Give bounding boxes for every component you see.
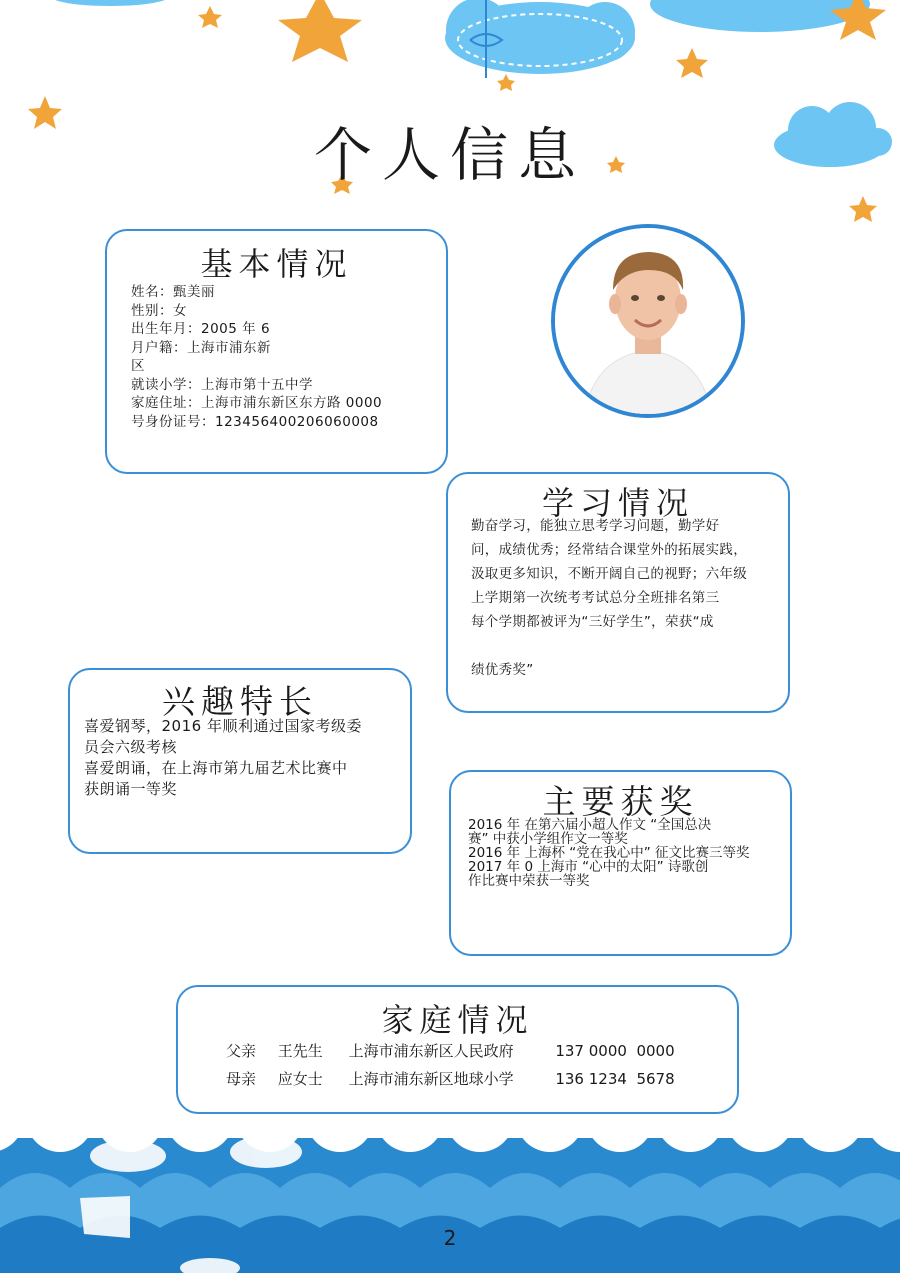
awards-heading: 主要获奖 <box>542 782 699 821</box>
awards-line: 作比赛中荣获一等奖 <box>468 873 590 889</box>
study-line: 汲取更多知识，不断开阔自己的视野；六年级 <box>471 566 747 582</box>
cloud-icon <box>445 0 635 78</box>
basic-info-line: 出生年月：2005 年 6 <box>131 321 271 337</box>
family-relation: 母亲 <box>226 1070 257 1088</box>
study-line: 问，成绩优秀；经常结合课堂外的拓展实践， <box>471 542 747 558</box>
study-line: 勤奋学习，能独立思考学习问题，勤学好 <box>471 518 720 534</box>
study-line: 上学期第一次统考考试总分全班排名第三 <box>471 590 720 606</box>
basic-info-line: 区 <box>131 358 145 374</box>
family-members <box>226 1037 675 1093</box>
basic-info-body <box>131 283 421 431</box>
study-line <box>471 634 776 658</box>
family-workplace: 上海市浦东新区人民政府 <box>348 1042 514 1060</box>
family-heading: 家庭情况 <box>381 1001 534 1039</box>
basic-info-card <box>105 229 448 474</box>
hobby-line: 喜爱钢琴，2016 年顺利通过国家考级委 <box>84 717 362 735</box>
family-member-row <box>226 1037 675 1065</box>
awards-line: 2017 年 0 上海市 “心中的太阳” 诗歌创 <box>468 859 709 875</box>
basic-info-line: 性别：女 <box>131 302 187 319</box>
study-card <box>446 472 790 713</box>
basic-info-line: 就读小学：上海市第十五中学 <box>131 376 313 393</box>
awards-body <box>468 818 788 888</box>
study-body <box>471 514 776 682</box>
study-line: 绩优秀奖” <box>471 662 534 678</box>
hobby-heading: 兴趣特长 <box>162 682 318 721</box>
awards-line: 2016 年 上海杯 “党在我心中” 征文比赛三等奖 <box>468 845 750 861</box>
family-name: 王先生 <box>277 1042 323 1060</box>
awards-card <box>449 770 792 956</box>
family-phone: 137 0000 0000 <box>555 1042 675 1060</box>
basic-info-line: 月户籍：上海市浦东新 <box>131 339 271 356</box>
basic-info-line: 号身份证号：123456400206060008 <box>131 413 379 430</box>
hobby-body <box>84 716 399 800</box>
family-relation: 父亲 <box>226 1042 257 1060</box>
family-phone: 136 1234 5678 <box>555 1070 675 1088</box>
basic-info-line: 姓名：甄美丽 <box>131 284 215 300</box>
hobby-card <box>68 668 412 854</box>
family-workplace: 上海市浦东新区地球小学 <box>348 1070 514 1088</box>
awards-line: 赛” 中获小学组作文一等奖 <box>468 831 628 847</box>
basic-info-line: 家庭住址：上海市浦东新区东方路 0000 <box>131 395 383 411</box>
family-name: 应女士 <box>277 1070 323 1088</box>
study-line: 每个学期都被评为“三好学生”，荣获“成 <box>471 614 714 630</box>
hobby-line: 获朗诵一等奖 <box>84 780 178 798</box>
awards-line: 2016 年 在第六届小超人作文 “全国总决 <box>468 817 712 833</box>
hobby-line: 喜爱朗诵，在上海市第九届艺术比赛中 <box>84 759 348 777</box>
hobby-line: 员会六级考核 <box>84 738 178 756</box>
profile-photo <box>551 224 745 418</box>
page-title: 个人信息 <box>313 121 586 189</box>
family-card <box>176 985 739 1114</box>
basic-info-heading: 基本情况 <box>200 245 353 283</box>
family-member-row <box>226 1065 675 1093</box>
study-heading: 学习情况 <box>541 484 694 522</box>
page-number: 2 <box>443 1226 457 1250</box>
